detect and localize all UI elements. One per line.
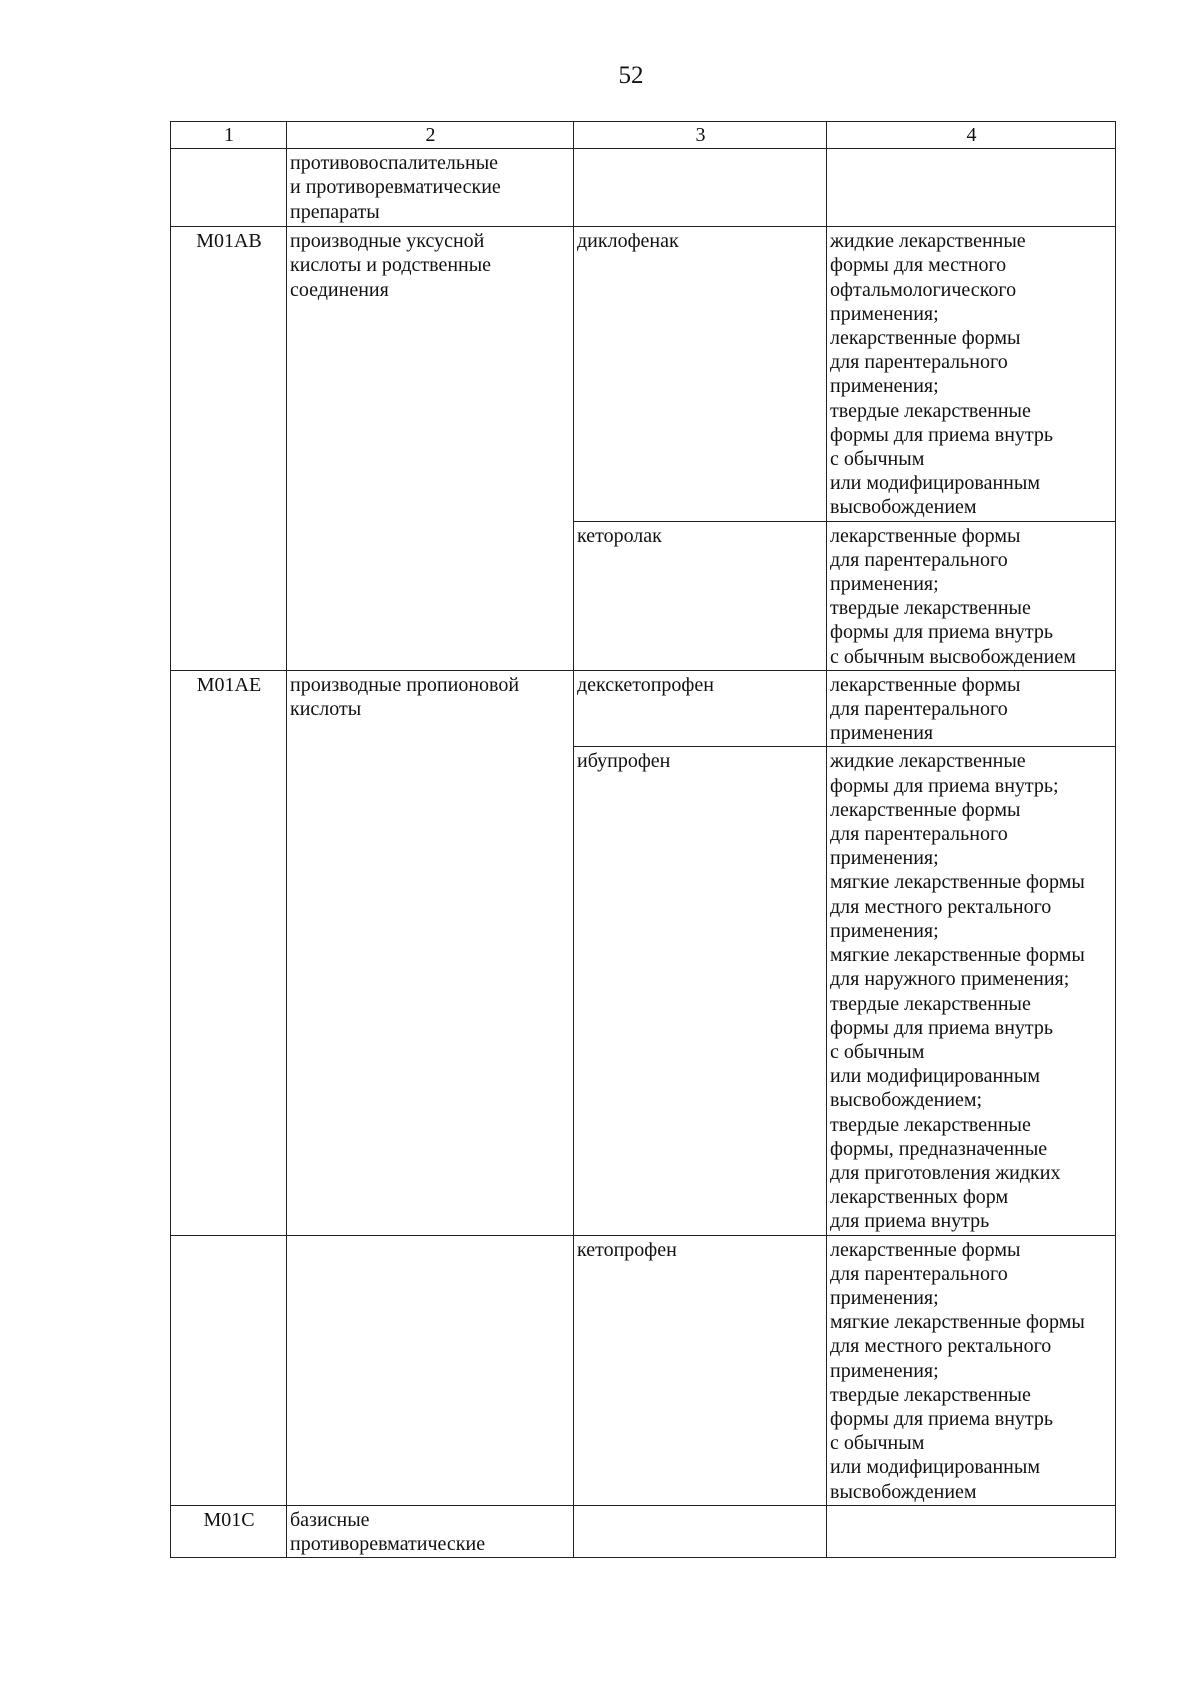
group-line: производные пропионовой (290, 673, 520, 696)
atc-code-cell: M01C (171, 1505, 287, 1557)
drug-cell: кетопрофен (574, 1235, 827, 1505)
group-line: кислоты и родственные (290, 254, 492, 277)
dosage-form-line: жидкие лекарственные (830, 230, 1026, 253)
dosage-forms-cell (827, 521, 1116, 670)
drug-cell (574, 1505, 827, 1557)
dosage-form-line: твердые лекарственные (830, 1113, 1031, 1136)
dosage-form-line: лекарственных форм (830, 1186, 1009, 1209)
group-cell (287, 149, 574, 227)
atc-code-cell (171, 521, 287, 670)
group-line: производные уксусной (290, 230, 485, 253)
dosage-form-line: с обычным (830, 448, 925, 471)
dosage-form-line: применения; (830, 1359, 939, 1382)
table-row (171, 227, 1116, 521)
group-line: противоревматические (290, 1532, 486, 1555)
group-line: и противоревматические (290, 176, 501, 199)
group-cell (287, 747, 574, 1235)
dosage-form-line: для приема внутрь (830, 1210, 990, 1233)
atc-code-cell: M01AE (171, 670, 287, 747)
dosage-form-line: твердые лекарственные (830, 992, 1031, 1015)
dosage-form-line: применения; (830, 302, 939, 325)
column-header: 2 (287, 122, 574, 149)
group-cell (287, 670, 574, 747)
drug-cell: ибупрофен (574, 747, 827, 1235)
table-row (171, 1505, 1116, 1557)
drug-cell (574, 149, 827, 227)
group-cell (287, 1235, 574, 1505)
table-row (171, 1235, 1116, 1505)
table-header-row (171, 122, 1116, 149)
group-line: противовоспалительные (290, 152, 499, 175)
dosage-form-line: для парентерального (830, 1262, 1008, 1285)
atc-code-cell: M01AB (171, 227, 287, 521)
dosage-form-line: для приготовления жидких (830, 1161, 1061, 1184)
drug-cell: декскетопрофен (574, 670, 827, 747)
dosage-form-line: с обычным (830, 1040, 925, 1063)
dosage-forms-cell (827, 670, 1116, 747)
dosage-form-line: формы для приема внутрь (830, 1016, 1054, 1039)
dosage-form-line: для парентерального (830, 351, 1008, 374)
dosage-form-line: лекарственные формы (830, 673, 1021, 696)
medication-table (170, 121, 1116, 1558)
dosage-form-line: применения; (830, 573, 939, 596)
table-row (171, 747, 1116, 1235)
dosage-form-line: мягкие лекарственные формы (830, 871, 1085, 894)
dosage-form-line: применения (830, 722, 934, 745)
dosage-form-line: для парентерального (830, 698, 1008, 721)
dosage-form-line: высвобождением (830, 496, 977, 519)
group-line: кислоты (290, 698, 362, 721)
dosage-forms-cell (827, 747, 1116, 1235)
dosage-form-line: формы, предназначенные (830, 1137, 1048, 1160)
dosage-form-line: формы для приема внутрь; (830, 774, 1059, 797)
column-header: 1 (171, 122, 287, 149)
table-row (171, 670, 1116, 747)
atc-code-cell (171, 149, 287, 227)
dosage-form-line: формы для приема внутрь (830, 1407, 1054, 1430)
dosage-form-line: жидкие лекарственные (830, 750, 1026, 773)
dosage-forms-cell (827, 227, 1116, 521)
dosage-form-line: лекарственные формы (830, 1238, 1021, 1261)
atc-code-cell (171, 747, 287, 1235)
dosage-form-line: для наружного применения; (830, 968, 1070, 991)
dosage-form-line: лекарственные формы (830, 327, 1021, 350)
dosage-form-line: формы для приема внутрь (830, 621, 1054, 644)
dosage-form-line: применения; (830, 919, 939, 942)
dosage-form-line: или модифицированным (830, 1065, 1040, 1088)
dosage-form-line: применения; (830, 847, 939, 870)
dosage-forms-cell (827, 1235, 1116, 1505)
drug-cell: кеторолак (574, 521, 827, 670)
dosage-form-line: твердые лекарственные (830, 597, 1031, 620)
dosage-forms-cell (827, 149, 1116, 227)
dosage-form-line: офтальмологического (830, 278, 1017, 301)
column-header: 3 (574, 122, 827, 149)
page-number: 52 (618, 62, 644, 89)
dosage-form-line: применения; (830, 375, 939, 398)
dosage-form-line: мягкие лекарственные формы (830, 1311, 1085, 1334)
dosage-form-line: формы для местного (830, 254, 1007, 277)
dosage-form-line: твердые лекарственные (830, 399, 1031, 422)
column-header: 4 (827, 122, 1116, 149)
dosage-form-line: твердые лекарственные (830, 1383, 1031, 1406)
dosage-form-line: для парентерального (830, 548, 1008, 571)
dosage-form-line: формы для приема внутрь (830, 423, 1054, 446)
dosage-form-line: или модифицированным (830, 1456, 1040, 1479)
dosage-form-line: для местного ректального (830, 895, 1052, 918)
dosage-form-line: или модифицированным (830, 472, 1040, 495)
dosage-form-line: лекарственные формы (830, 798, 1021, 821)
dosage-forms-cell (827, 1505, 1116, 1557)
group-line: базисные (290, 1508, 370, 1531)
dosage-form-line: для парентерального (830, 823, 1008, 846)
drug-cell: диклофенак (574, 227, 827, 521)
dosage-form-line: высвобождением; (830, 1089, 983, 1112)
table-row (171, 521, 1116, 670)
dosage-form-line: с обычным высвобождением (830, 645, 1076, 668)
group-cell (287, 521, 574, 670)
group-cell (287, 227, 574, 521)
group-line: препараты (290, 200, 380, 223)
group-cell (287, 1505, 574, 1557)
atc-code-cell (171, 1235, 287, 1505)
dosage-form-line: высвобождением (830, 1480, 977, 1503)
dosage-form-line: для местного ректального (830, 1335, 1052, 1358)
group-line: соединения (290, 278, 389, 301)
dosage-form-line: мягкие лекарственные формы (830, 944, 1085, 967)
dosage-form-line: лекарственные формы (830, 524, 1021, 547)
table-row (171, 149, 1116, 227)
dosage-form-line: с обычным (830, 1432, 925, 1455)
dosage-form-line: применения; (830, 1286, 939, 1309)
